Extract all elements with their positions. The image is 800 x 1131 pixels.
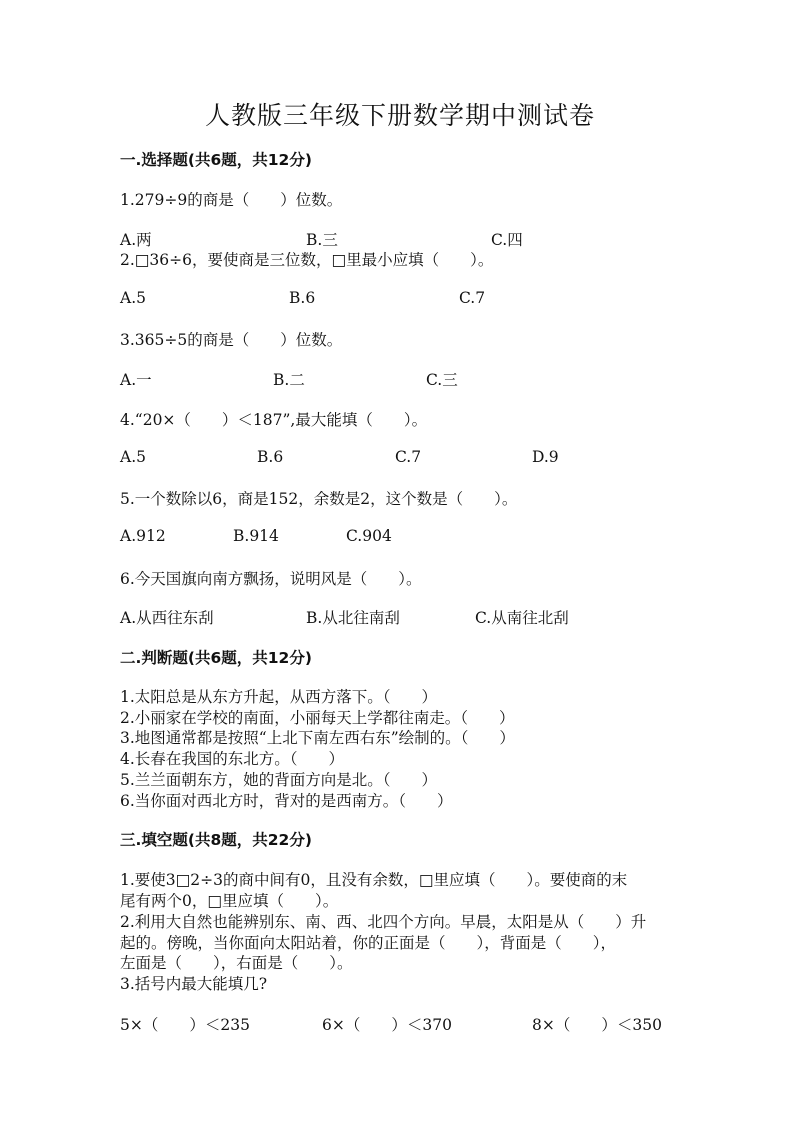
s2-item-6: 6.当你面对西北方时，背对的是西南方。（ ） (120, 792, 453, 810)
s1-q6-option-b: B.从北往南刮 (306, 609, 400, 627)
s1-q5-option-b: B.914 (233, 527, 279, 545)
s1-q4-text: 4.“20×（ ）＜187”,最大能填（ ）。 (120, 411, 428, 429)
s1-q3-option-c: C.三 (426, 371, 458, 389)
s3-q1-line1: 1.要使3□2÷3的商中间有0，且没有余数，□里应填（ ）。要使商的末 (120, 871, 628, 889)
s2-item-3: 3.地图通常都是按照“上北下南左西右东”绘制的。（ ） (120, 729, 515, 747)
s1-q4-option-b: B.6 (257, 448, 284, 466)
s1-q5-option-c: C.904 (346, 527, 392, 545)
s3-q1-line2: 尾有两个0，□里应填（ ）。 (120, 892, 339, 910)
s3-q3-expr-a: 5×（ ）＜235 (120, 1016, 250, 1034)
s2-item-2: 2.小丽家在学校的南面，小丽每天上学都往南走。（ ） (120, 709, 515, 727)
s1-q4-option-a: A.5 (120, 448, 146, 466)
s3-q3-expr-b: 6×（ ）＜370 (322, 1016, 452, 1034)
s1-q6-text: 6.今天国旗向南方飘扬，说明风是（ ）。 (120, 570, 422, 588)
s2-item-4: 4.长春在我国的东北方。（ ） (120, 750, 345, 768)
s1-q2-option-a: A.5 (120, 289, 146, 307)
s1-q3-option-b: B.二 (273, 371, 305, 389)
s3-q2-line2: 起的。傍晚，当你面向太阳站着，你的正面是（ ），背面是（ ）， (120, 934, 617, 952)
s1-q4-option-d: D.9 (532, 448, 559, 466)
s1-q6-option-a: A.从西往东刮 (120, 609, 214, 627)
s1-q1-option-b: B.三 (306, 231, 338, 249)
s1-q2-option-c: C.7 (459, 289, 486, 307)
s1-q3-text: 3.365÷5的商是（ ）位数。 (120, 331, 343, 349)
s1-q2-text: 2.□36÷6，要使商是三位数，□里最小应填（ ）。 (120, 251, 494, 269)
s1-q1-text: 1.279÷9的商是（ ）位数。 (120, 191, 343, 209)
s2-item-5: 5.兰兰面朝东方，她的背面方向是北。（ ） (120, 771, 438, 789)
s3-q3-text: 3.括号内最大能填几? (120, 975, 268, 993)
s1-q1-option-a: A.两 (120, 231, 152, 249)
s3-q3-expr-c: 8×（ ）＜350 (532, 1016, 662, 1034)
s1-q1-option-c: C.四 (491, 231, 523, 249)
s1-q2-option-b: B.6 (289, 289, 316, 307)
s1-q6-option-c: C.从南往北刮 (475, 609, 569, 627)
s1-q5-text: 5.一个数除以6，商是152，余数是2，这个数是（ ）。 (120, 490, 518, 508)
s2-item-1: 1.太阳总是从东方升起，从西方落下。（ ） (120, 688, 438, 706)
s3-q2-line3: 左面是（ ），右面是（ ）。 (120, 954, 353, 972)
s1-q5-option-a: A.912 (120, 527, 166, 545)
section2-heading: 二.判断题(共6题，共12分) (120, 649, 312, 667)
section1-heading: 一.选择题(共6题，共12分) (120, 151, 312, 169)
s1-q3-option-a: A.一 (120, 371, 152, 389)
s3-q2-line1: 2.利用大自然也能辨别东、南、西、北四个方向。早晨，太阳是从（ ）升 (120, 913, 647, 931)
section3-heading: 三.填空题(共8题，共22分) (120, 831, 312, 849)
s1-q4-option-c: C.7 (395, 448, 422, 466)
page-title: 人教版三年级下册数学期中测试卷 (204, 101, 595, 130)
